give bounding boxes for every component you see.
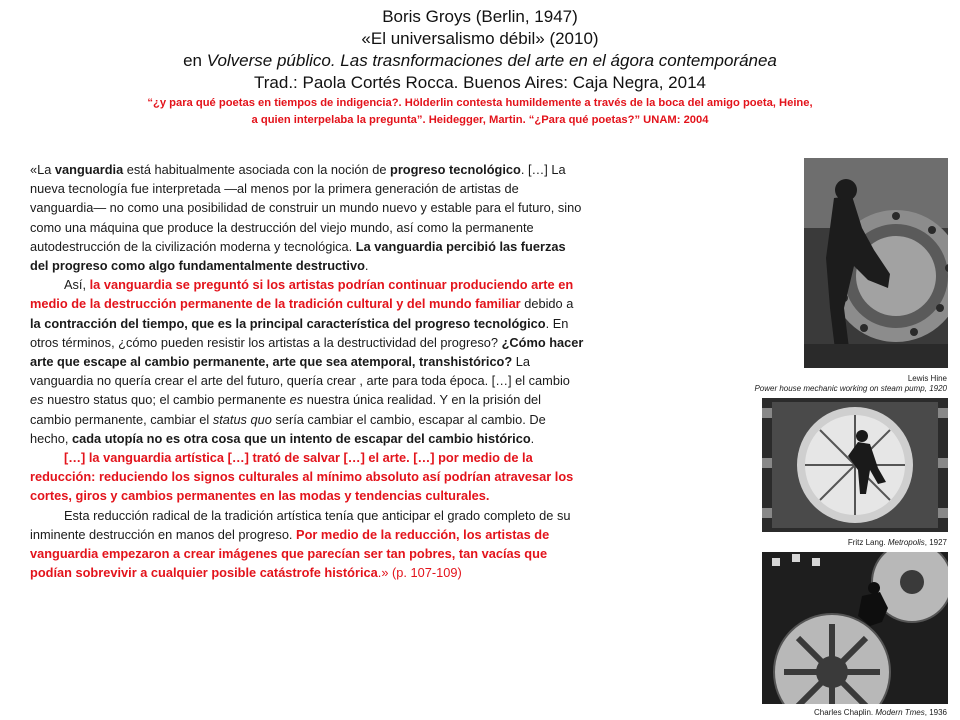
quote-block bbox=[30, 160, 585, 582]
quote-text-run: por medio de la reducción: reduciendo los signos culturales al mínimo absoluto así podrían atravesar los cortes, giros y cambios permanentes en las modas y tendencias culturales bbox=[30, 450, 574, 504]
quote-text-run: La vanguardia percibió las fuerzas del progreso como algo fundamentalmente destructivo bbox=[30, 238, 566, 274]
quote-text-run: cada utopía no es otra cosa que un intento de escapar del cambio histórico bbox=[71, 430, 531, 446]
epigraph-line-1: “¿y para qué poetas en tiempos de indigencia?. Hölderlin contesta humildemente a través de la boca del amigo poeta, Heine, bbox=[147, 97, 813, 109]
quote-text-run: debido a bbox=[520, 296, 574, 312]
quote-text-run: . […] bbox=[406, 450, 439, 466]
quote-text-run: […] la vanguardia artística […] trató de bbox=[64, 450, 303, 466]
essay-title: «El universalismo débil» (2010) bbox=[361, 29, 599, 48]
quote-text-run: salvar bbox=[302, 450, 340, 466]
quote-text-run: Esta reducción radical de la tradición artística tenía que anticipar el grado completo de su inminente destrucción en manos del progreso. bbox=[30, 507, 571, 542]
quote-paragraph-3 bbox=[30, 448, 585, 506]
book-title: Volverse público. Las trasnformaciones del arte en el ágora contemporánea bbox=[206, 51, 777, 70]
quote-text-run: sería cambiar el cambio, escapar al cambio. De hecho, bbox=[30, 411, 546, 446]
quote-text-run: ¿Cómo hacer arte que escape al cambio permanente, arte que sea atemporal, transhistórico? bbox=[30, 334, 584, 370]
quote-text-run: progreso tecnológico bbox=[390, 162, 521, 177]
quote-text-run: La vanguardia no quería crear el arte del futuro, quería crear , arte para toda época. […] el cambio bbox=[30, 354, 570, 389]
quote-text-run: la vanguardia se preguntó si los artistas podrían continuar produciendo arte en medio de la destrucción permanente de la tradición cultural y del mundo familiar bbox=[30, 277, 574, 312]
quote-text-run: vanguardia bbox=[54, 162, 124, 177]
caption-charles-chaplin: Charles Chaplin. Modern Tmes, 1936 bbox=[814, 708, 947, 717]
source-line: en Volverse público. Las trasnformaciones del arte en el ágora contemporánea bbox=[183, 51, 777, 70]
author-line: Boris Groys (Berlin, 1947) bbox=[382, 7, 578, 26]
quote-text-run: «La bbox=[30, 162, 55, 177]
quote-paragraph-4 bbox=[30, 506, 585, 583]
quote-text-run: nuestra única realidad. Y en la prisión del cambio permanente, cambiar el bbox=[30, 392, 542, 427]
quote-paragraph-2 bbox=[30, 275, 585, 448]
header bbox=[0, 6, 960, 129]
caption-lewis-hine: Lewis Hine Power house mechanic working on steam pump, 1920 bbox=[754, 374, 947, 393]
quote-text-run: status quo bbox=[212, 411, 272, 427]
quote-text-run: .» (p. 107-109) bbox=[377, 565, 462, 581]
caption-fritz-lang: Fritz Lang. Metropolis, 1927 bbox=[847, 538, 947, 547]
quote-text-run: Por medio de la reducción, los artistas de vanguardia empezaron a crear imágenes que parecían ser tan pobres, tan vacías que podían sobrevivir a cualquier posible catástrofe histórica bbox=[30, 526, 550, 581]
quote-text-run: . En otros términos, ¿cómo pueden resistir los artistas a la destructividad del progreso? bbox=[30, 315, 569, 350]
epigraph-line-2: a quien interpelaba la pregunta”. Heidegger, Martin. “¿Para qué poetas?” UNAM: 2004 bbox=[251, 114, 709, 126]
quote-text-run: la contracción del tiempo, que es la principal característica del progreso tecnológico bbox=[30, 315, 546, 331]
quote-text-run: . bbox=[530, 430, 535, 446]
photo-metropolis bbox=[762, 398, 948, 532]
quote-text-run: . bbox=[485, 488, 490, 504]
photo-modern-times bbox=[762, 552, 948, 704]
epigraph bbox=[0, 95, 960, 129]
photo-power-house-mechanic bbox=[804, 158, 948, 368]
quote-text-run: nuestro status quo; el cambio permanente bbox=[43, 392, 290, 408]
quote-text-run: . […] La nueva tecnología fue interpretada —al menos por la primera generación de artistas de vanguardia— no como una posibilidad de construir un mundo nuevo y estable para el futuro, sino como una máquina que produce la destrucción del viejo mundo, así como la permanente autodestrucción de la civilización moderna y tecnológica. bbox=[30, 162, 582, 254]
translation-line: Trad.: Paola Cortés Rocca. Buenos Aires: Caja Negra, 2014 bbox=[254, 73, 706, 92]
quote-text-run: es bbox=[289, 392, 304, 408]
quote-paragraph-1 bbox=[30, 160, 585, 275]
quote-text-run: Así, bbox=[64, 277, 90, 293]
quote-text-run: el arte bbox=[368, 450, 407, 466]
quote-text-run: está habitualmente asociada con la noción de bbox=[123, 162, 390, 177]
quote-text-run: . bbox=[364, 258, 369, 274]
quote-text-run: es bbox=[30, 392, 44, 408]
quote-text-run: […] bbox=[339, 450, 369, 466]
